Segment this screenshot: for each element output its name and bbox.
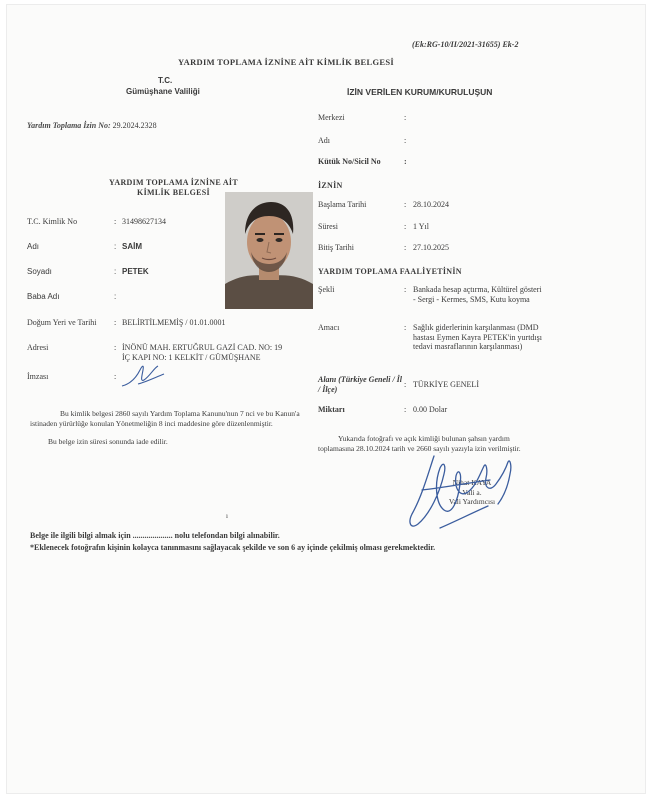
izin-bitis: Bitiş Tarihi : 27.10.2025 — [318, 243, 449, 252]
official-signature-icon — [400, 444, 520, 544]
holder-photo — [225, 192, 313, 309]
center-mark: ı — [226, 512, 228, 520]
permit-org-title: İZİN VERİLEN KURUM/KURULUŞUN — [347, 87, 493, 97]
reference-code: (Ek:RG-10/II/2021-31655) Ek-2 — [412, 40, 519, 49]
signer-name: Nihat KAYA — [452, 478, 492, 487]
signer-title-2: Vali Yardımcısı — [448, 497, 496, 506]
field-baba-adi: Baba Adı : — [27, 292, 117, 301]
field-adres: Adresi : İNÖNÜ MAH. ERTUĞRUL GAZİ CAD. NO: 19 İÇ KAPI NO: 1 KELKİT / GÜMÜŞHANE — [27, 343, 283, 362]
field-soyadi: Soyadı : PETEK — [27, 267, 149, 276]
org-field-kutuk: Kütük No/Sicil No : — [318, 157, 407, 166]
activity-miktari: Miktarı : 0.00 Dolar — [318, 405, 448, 414]
approval-text: Yukarıda fotoğrafı ve açık kimliği bulunan şahsın yardım toplamasına 28.10.2024 tarih ve 2660 sayılı yazıyla izin verilmiştir. — [318, 434, 521, 453]
field-adi: Adı : SAİM — [27, 242, 142, 251]
id-card-title: YARDIM TOPLAMA İZNİNE AİT KİMLİK BELGESİ — [109, 178, 238, 197]
izin-suresi: Süresi : 1 Yıl — [318, 222, 429, 231]
document-title: YARDIM TOPLAMA İZNİNE AİT KİMLİK BELGESİ — [178, 57, 394, 67]
footer-note: *Eklenecek fotoğrafın kişinin kolayca tanınmasını sağlayacak şekilde ve son 6 ay içinde çekilmiş olması gerekmektedir. — [30, 543, 436, 552]
holder-signature-icon — [118, 358, 168, 392]
tc-label: T.C. — [158, 76, 173, 85]
izin-heading: İZNİN — [318, 181, 343, 190]
field-imza: İmzası : — [27, 372, 117, 381]
permit-number-label: Yardım Toplama İzin No: — [27, 121, 111, 130]
izin-baslama: Başlama Tarihi : 28.10.2024 — [318, 200, 449, 209]
legal-text-1: Bu kimlik belgesi 2860 sayılı Yardım Toplama Kanunu'nun 7 nci ve bu Kanun'a istinaden yürürlüğe konulan Yönetmeliğin 8 inci maddesine göre düzenlenmiştir. — [30, 409, 300, 428]
permit-number-value: 29.2024.2328 — [112, 121, 157, 130]
org-field-adi: Adı : — [318, 136, 407, 145]
legal-text-2: Bu belge izin süresi sonunda iade edilir. — [48, 437, 168, 446]
activity-heading: YARDIM TOPLAMA FAALİYETİNİN — [318, 267, 462, 276]
governorship-label: Gümüşhane Valiliği — [126, 87, 200, 96]
permit-number — [27, 121, 157, 130]
address-line-2: İÇ KAPI NO: 1 KELKİT / GÜMÜŞHANE — [122, 353, 261, 362]
footer-info: Belge ile ilgili bilgi almak için .................... nolu telefondan bilgi alınabilir. — [30, 531, 280, 540]
signer-title-1: Vali a. — [462, 487, 482, 497]
activity-sekli: Şekli : Bankada hesap açtırma, Kültürel gösteri - Sergi - Kermes, SMS, Kutu koyma — [318, 285, 542, 304]
field-tc-kimlik: T.C. Kimlik No : 31498627134 — [27, 217, 166, 226]
activity-alani: Alanı (Türkiye Geneli / İl / İlçe) : TÜRKİYE GENELİ — [318, 375, 479, 394]
activity-amaci: Amacı : Sağlık giderlerinin karşılanması (DMD hastası Eymen Kayra PETEK'in yurtdışı tedavi masraflarının karşılanması) — [318, 323, 542, 351]
field-dogum: Doğum Yeri ve Tarihi : BELİRTİLMEMİŞ / 01.01.0001 — [27, 318, 226, 327]
org-field-merkezi: Merkezi : — [318, 113, 407, 122]
